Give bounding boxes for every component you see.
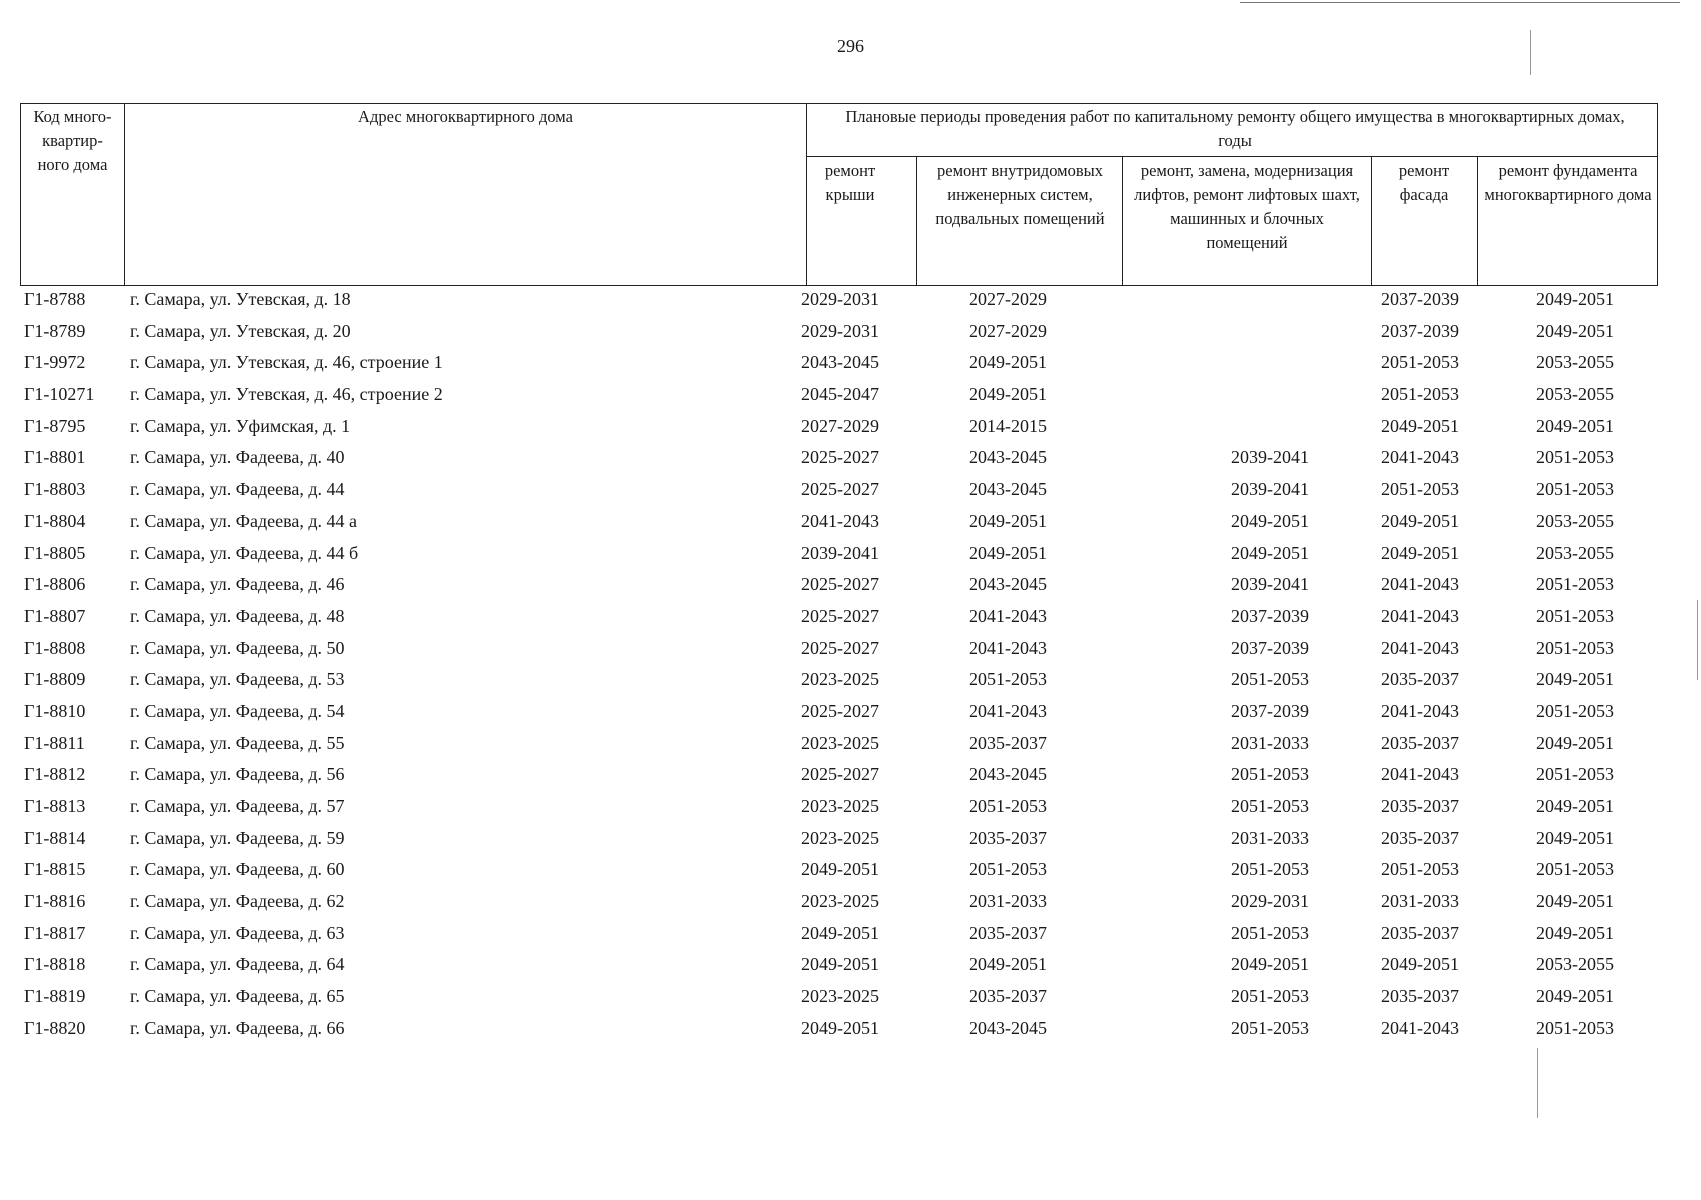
cell-address: г. Самара, ул. Фадеева, д. 65 xyxy=(130,986,345,1007)
cell-address: г. Самара, ул. Уфимская, д. 1 xyxy=(130,415,351,436)
table-body xyxy=(20,287,1660,1048)
table-row xyxy=(20,762,1660,794)
cell-address: г. Самара, ул. Фадеева, д. 53 xyxy=(130,669,345,690)
cell-roof: 2049-2051 xyxy=(801,954,879,975)
header-border-top xyxy=(20,103,1658,104)
table-header xyxy=(20,103,1658,286)
cell-code: Г1-8820 xyxy=(24,1017,86,1038)
table-row xyxy=(20,414,1660,446)
cell-code: Г1-8816 xyxy=(24,891,86,912)
cell-foundation: 2053-2055 xyxy=(1536,954,1614,975)
cell-systems: 2049-2051 xyxy=(969,352,1047,373)
header-divider-periods xyxy=(806,156,1658,157)
header-divider-code xyxy=(124,103,125,286)
cell-code: Г1-8795 xyxy=(24,415,86,436)
table-row xyxy=(20,826,1660,858)
cell-code: Г1-8813 xyxy=(24,796,86,816)
cell-facade: 2049-2051 xyxy=(1381,415,1459,436)
cell-facade: 2041-2043 xyxy=(1381,574,1459,595)
cell-systems: 2041-2043 xyxy=(969,700,1047,721)
cell-systems: 2051-2053 xyxy=(969,669,1047,690)
cell-lifts: 2039-2041 xyxy=(1231,574,1309,595)
cell-foundation: 2051-2053 xyxy=(1536,700,1614,721)
cell-roof: 2025-2027 xyxy=(801,637,879,658)
cell-address: г. Самара, ул. Фадеева, д. 54 xyxy=(130,700,345,721)
cell-code: Г1-8814 xyxy=(24,827,86,848)
cell-address: г. Самара, ул. Фадеева, д. 57 xyxy=(130,796,345,816)
table-row xyxy=(20,699,1660,731)
cell-systems: 2014-2015 xyxy=(969,415,1047,436)
cell-foundation: 2053-2055 xyxy=(1536,384,1614,405)
table-row xyxy=(20,731,1660,763)
table-row xyxy=(20,1016,1660,1048)
cell-facade: 2035-2037 xyxy=(1381,669,1459,690)
cell-facade: 2051-2053 xyxy=(1381,352,1459,373)
table-row xyxy=(20,287,1660,319)
cell-roof: 2025-2027 xyxy=(801,700,879,721)
table-row xyxy=(20,350,1660,382)
header-foundation: ремонт фундамента многоквартирного дома xyxy=(1484,161,1652,204)
cell-systems: 2035-2037 xyxy=(969,922,1047,943)
cell-systems: 2041-2043 xyxy=(969,637,1047,658)
cell-lifts: 2049-2051 xyxy=(1231,510,1309,531)
table-row xyxy=(20,921,1660,953)
cell-address: г. Самара, ул. Утевская, д. 46, строение 1 xyxy=(130,352,443,373)
scan-margin-mark-bottom xyxy=(1537,1048,1538,1118)
cell-foundation: 2049-2051 xyxy=(1536,732,1614,753)
cell-foundation: 2053-2055 xyxy=(1536,510,1614,531)
cell-facade: 2041-2043 xyxy=(1381,637,1459,658)
cell-code: Г1-8812 xyxy=(24,764,86,785)
cell-roof: 2023-2025 xyxy=(801,891,879,912)
cell-foundation: 2051-2053 xyxy=(1536,859,1614,880)
cell-facade: 2041-2043 xyxy=(1381,447,1459,468)
cell-systems: 2043-2045 xyxy=(969,764,1047,785)
header-roof: ремонт крыши xyxy=(824,161,876,204)
cell-code: Г1-8807 xyxy=(24,605,86,626)
cell-code: Г1-10271 xyxy=(24,384,95,405)
table-row xyxy=(20,604,1660,636)
cell-facade: 2041-2043 xyxy=(1381,605,1459,626)
table-row xyxy=(20,572,1660,604)
scan-top-rule xyxy=(1240,2,1680,3)
cell-address: г. Самара, ул. Утевская, д. 20 xyxy=(130,320,351,341)
table-row xyxy=(20,636,1660,668)
cell-systems: 2049-2051 xyxy=(969,954,1047,975)
header-divider-address xyxy=(806,103,807,286)
cell-address: г. Самара, ул. Фадеева, д. 44 xyxy=(130,479,345,500)
cell-systems: 2043-2045 xyxy=(969,574,1047,595)
header-border-bottom xyxy=(20,285,1658,286)
cell-foundation: 2053-2055 xyxy=(1536,542,1614,563)
cell-roof: 2045-2047 xyxy=(801,384,879,405)
cell-roof: 2029-2031 xyxy=(801,320,879,341)
cell-code: Г1-9972 xyxy=(24,352,86,373)
cell-foundation: 2051-2053 xyxy=(1536,447,1614,468)
cell-roof: 2025-2027 xyxy=(801,447,879,468)
cell-lifts: 2051-2053 xyxy=(1231,796,1309,816)
cell-lifts: 2051-2053 xyxy=(1231,922,1309,943)
cell-facade: 2049-2051 xyxy=(1381,954,1459,975)
cell-systems: 2043-2045 xyxy=(969,479,1047,500)
cell-roof: 2043-2045 xyxy=(801,352,879,373)
cell-systems: 2043-2045 xyxy=(969,447,1047,468)
cell-foundation: 2049-2051 xyxy=(1536,320,1614,341)
cell-foundation: 2053-2055 xyxy=(1536,352,1614,373)
cell-roof: 2025-2027 xyxy=(801,479,879,500)
cell-lifts: 2051-2053 xyxy=(1231,1017,1309,1038)
cell-code: Г1-8805 xyxy=(24,542,86,563)
cell-roof: 2025-2027 xyxy=(801,764,879,785)
cell-systems: 2049-2051 xyxy=(969,542,1047,563)
table-row xyxy=(20,477,1660,509)
table-row xyxy=(20,445,1660,477)
cell-lifts: 2051-2053 xyxy=(1231,986,1309,1007)
cell-facade: 2049-2051 xyxy=(1381,542,1459,563)
cell-lifts: 2049-2051 xyxy=(1231,954,1309,975)
header-code: Код много- квартир- ного дома xyxy=(33,107,112,174)
cell-roof: 2025-2027 xyxy=(801,605,879,626)
cell-facade: 2037-2039 xyxy=(1381,289,1459,309)
cell-systems: 2051-2053 xyxy=(969,796,1047,816)
cell-facade: 2035-2037 xyxy=(1381,922,1459,943)
cell-code: Г1-8819 xyxy=(24,986,86,1007)
cell-facade: 2035-2037 xyxy=(1381,986,1459,1007)
header-lifts: ремонт, замена, модернизация лифтов, ремонт лифтовых шахт, машинных и блочных помещений xyxy=(1134,161,1360,252)
cell-address: г. Самара, ул. Утевская, д. 18 xyxy=(130,289,351,309)
header-address: Адрес многоквартирного дома xyxy=(358,107,573,126)
cell-code: Г1-8815 xyxy=(24,859,86,880)
cell-foundation: 2051-2053 xyxy=(1536,479,1614,500)
cell-code: Г1-8803 xyxy=(24,479,86,500)
cell-code: Г1-8801 xyxy=(24,447,86,468)
cell-systems: 2035-2037 xyxy=(969,732,1047,753)
table-row xyxy=(20,952,1660,984)
header-divider-roof xyxy=(916,156,917,286)
cell-roof: 2027-2029 xyxy=(801,415,879,436)
header-divider-systems xyxy=(1122,156,1123,286)
cell-systems: 2035-2037 xyxy=(969,827,1047,848)
cell-lifts: 2037-2039 xyxy=(1231,700,1309,721)
cell-systems: 2043-2045 xyxy=(969,1017,1047,1038)
cell-systems: 2031-2033 xyxy=(969,891,1047,912)
cell-address: г. Самара, ул. Фадеева, д. 55 xyxy=(130,732,345,753)
cell-lifts: 2031-2033 xyxy=(1231,732,1309,753)
cell-roof: 2023-2025 xyxy=(801,732,879,753)
table-row xyxy=(20,794,1660,826)
table-row xyxy=(20,857,1660,889)
cell-code: Г1-8806 xyxy=(24,574,86,595)
cell-facade: 2041-2043 xyxy=(1381,764,1459,785)
cell-code: Г1-8810 xyxy=(24,700,86,721)
cell-roof: 2023-2025 xyxy=(801,669,879,690)
cell-systems: 2049-2051 xyxy=(969,510,1047,531)
cell-facade: 2051-2053 xyxy=(1381,479,1459,500)
cell-code: Г1-8811 xyxy=(24,732,85,753)
cell-foundation: 2051-2053 xyxy=(1536,1017,1614,1038)
cell-code: Г1-8817 xyxy=(24,922,86,943)
cell-code: Г1-8804 xyxy=(24,510,86,531)
cell-code: Г1-8809 xyxy=(24,669,86,690)
cell-lifts: 2037-2039 xyxy=(1231,605,1309,626)
cell-roof: 2029-2031 xyxy=(801,289,879,309)
cell-facade: 2041-2043 xyxy=(1381,700,1459,721)
cell-address: г. Самара, ул. Фадеева, д. 40 xyxy=(130,447,345,468)
cell-facade: 2051-2053 xyxy=(1381,859,1459,880)
cell-lifts: 2039-2041 xyxy=(1231,479,1309,500)
table-row xyxy=(20,382,1660,414)
cell-foundation: 2049-2051 xyxy=(1536,415,1614,436)
cell-code: Г1-8818 xyxy=(24,954,86,975)
cell-facade: 2037-2039 xyxy=(1381,320,1459,341)
cell-facade: 2049-2051 xyxy=(1381,510,1459,531)
cell-foundation: 2049-2051 xyxy=(1536,922,1614,943)
cell-address: г. Самара, ул. Утевская, д. 46, строение 2 xyxy=(130,384,443,405)
cell-facade: 2031-2033 xyxy=(1381,891,1459,912)
header-systems: ремонт внутридомовых инженерных систем, подвальных помещений xyxy=(935,161,1105,228)
cell-lifts: 2037-2039 xyxy=(1231,637,1309,658)
cell-roof: 2041-2043 xyxy=(801,510,879,531)
table-row xyxy=(20,667,1660,699)
cell-systems: 2041-2043 xyxy=(969,605,1047,626)
header-divider-lifts xyxy=(1371,156,1372,286)
cell-facade: 2041-2043 xyxy=(1381,1017,1459,1038)
cell-address: г. Самара, ул. Фадеева, д. 64 xyxy=(130,954,345,975)
header-divider-facade xyxy=(1477,156,1478,286)
cell-address: г. Самара, ул. Фадеева, д. 63 xyxy=(130,922,345,943)
cell-address: г. Самара, ул. Фадеева, д. 50 xyxy=(130,637,345,658)
header-border-right xyxy=(1657,103,1658,286)
cell-address: г. Самара, ул. Фадеева, д. 56 xyxy=(130,764,345,785)
cell-address: г. Самара, ул. Фадеева, д. 44 а xyxy=(130,510,358,531)
cell-foundation: 2049-2051 xyxy=(1536,669,1614,690)
cell-facade: 2035-2037 xyxy=(1381,827,1459,848)
cell-facade: 2035-2037 xyxy=(1381,732,1459,753)
cell-address: г. Самара, ул. Фадеева, д. 46 xyxy=(130,574,345,595)
cell-lifts: 2051-2053 xyxy=(1231,764,1309,785)
cell-roof: 2023-2025 xyxy=(801,796,879,816)
cell-code: Г1-8808 xyxy=(24,637,86,658)
cell-roof: 2025-2027 xyxy=(801,574,879,595)
cell-address: г. Самара, ул. Фадеева, д. 62 xyxy=(130,891,345,912)
cell-foundation: 2049-2051 xyxy=(1536,891,1614,912)
cell-lifts: 2049-2051 xyxy=(1231,542,1309,563)
cell-facade: 2051-2053 xyxy=(1381,384,1459,405)
cell-foundation: 2049-2051 xyxy=(1536,986,1614,1007)
cell-foundation: 2051-2053 xyxy=(1536,637,1614,658)
cell-address: г. Самара, ул. Фадеева, д. 44 б xyxy=(130,542,359,563)
cell-code: Г1-8789 xyxy=(24,320,86,341)
cell-address: г. Самара, ул. Фадеева, д. 60 xyxy=(130,859,345,880)
cell-systems: 2051-2053 xyxy=(969,859,1047,880)
cell-systems: 2027-2029 xyxy=(969,289,1047,309)
table-row xyxy=(20,889,1660,921)
scan-right-edge-mark xyxy=(1697,600,1698,680)
cell-facade: 2035-2037 xyxy=(1381,796,1459,816)
cell-foundation: 2049-2051 xyxy=(1536,796,1614,816)
cell-systems: 2035-2037 xyxy=(969,986,1047,1007)
cell-systems: 2027-2029 xyxy=(969,320,1047,341)
table-row xyxy=(20,541,1660,573)
cell-systems: 2049-2051 xyxy=(969,384,1047,405)
cell-address: г. Самара, ул. Фадеева, д. 48 xyxy=(130,605,345,626)
cell-address: г. Самара, ул. Фадеева, д. 66 xyxy=(130,1017,345,1038)
cell-foundation: 2049-2051 xyxy=(1536,827,1614,848)
cell-roof: 2023-2025 xyxy=(801,827,879,848)
cell-foundation: 2051-2053 xyxy=(1536,574,1614,595)
cell-lifts: 2031-2033 xyxy=(1231,827,1309,848)
header-facade: ремонт фасада xyxy=(1398,161,1450,204)
cell-address: г. Самара, ул. Фадеева, д. 59 xyxy=(130,827,345,848)
cell-lifts: 2051-2053 xyxy=(1231,669,1309,690)
cell-roof: 2049-2051 xyxy=(801,922,879,943)
cell-foundation: 2049-2051 xyxy=(1536,289,1614,309)
header-periods: Плановые периоды проведения работ по капитальному ремонту общего имущества в многоквартирных домах, годы xyxy=(845,107,1625,150)
table-row xyxy=(20,509,1660,541)
table-row xyxy=(20,319,1660,351)
cell-roof: 2023-2025 xyxy=(801,986,879,1007)
cell-roof: 2049-2051 xyxy=(801,1017,879,1038)
page-number: 296 xyxy=(837,36,864,56)
cell-foundation: 2051-2053 xyxy=(1536,764,1614,785)
cell-roof: 2049-2051 xyxy=(801,859,879,880)
cell-lifts: 2029-2031 xyxy=(1231,891,1309,912)
table-row xyxy=(20,984,1660,1016)
cell-lifts: 2051-2053 xyxy=(1231,859,1309,880)
cell-lifts: 2039-2041 xyxy=(1231,447,1309,468)
cell-roof: 2039-2041 xyxy=(801,542,879,563)
cell-foundation: 2051-2053 xyxy=(1536,605,1614,626)
cell-code: Г1-8788 xyxy=(24,289,86,309)
